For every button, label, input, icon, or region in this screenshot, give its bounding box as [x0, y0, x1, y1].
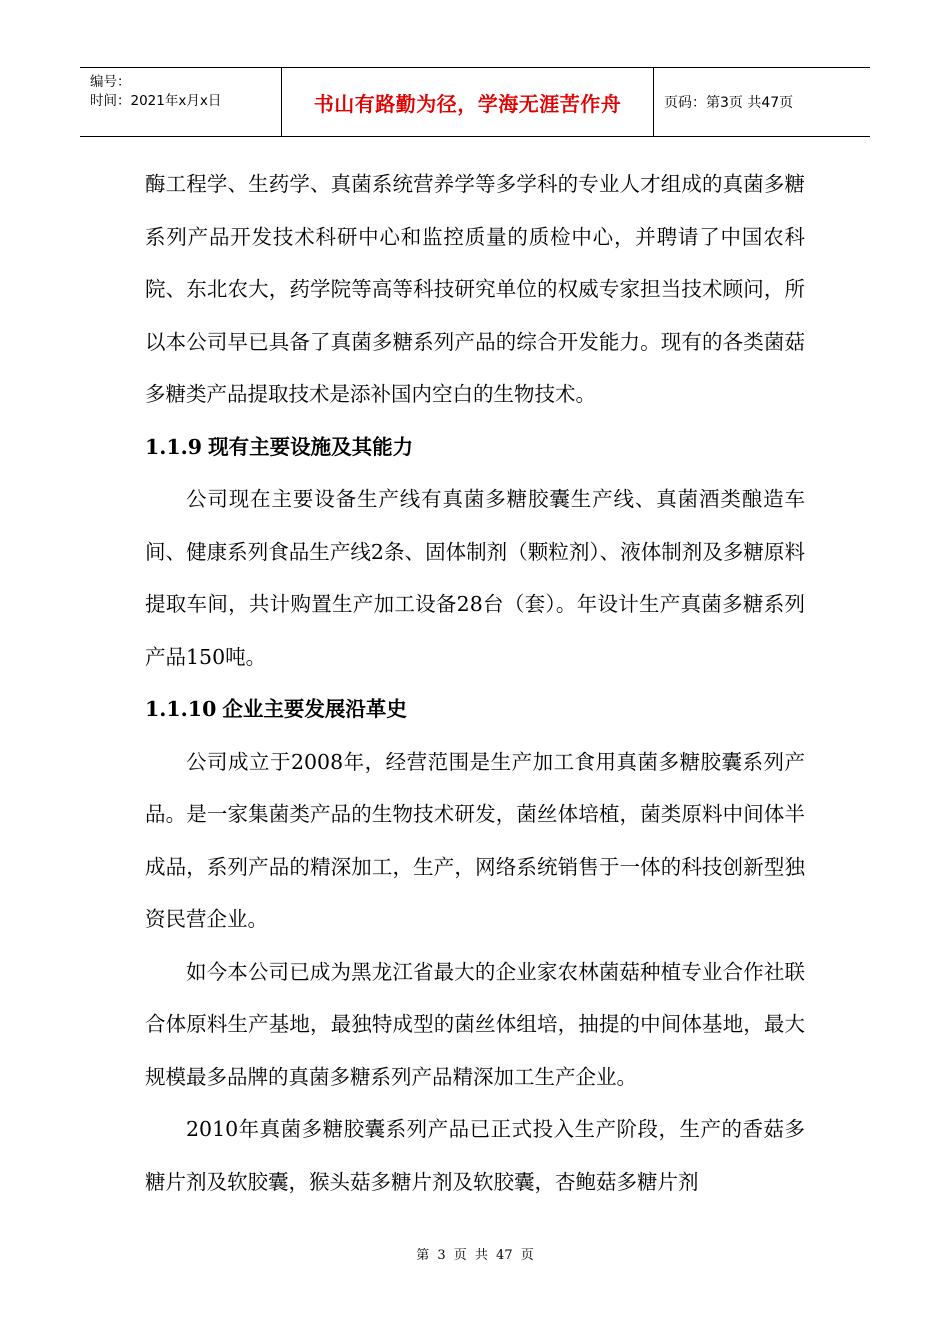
document-body	[145, 158, 805, 1208]
paragraph-1: 酶工程学、生药学、真菌系统营养学等多学科的专业人才组成的真菌多糖系列产品开发技术科研中心和监控质量的质检中心，并聘请了中国农科院、东北农大，药学院等高等科技研究单位的权威专家担当技术顾问，所以本公司早已具备了真菌多糖系列产品的综合开发能力。现有的各类菌菇多糖类产品提取技术是添补国内空白的生物技术。	[145, 172, 805, 406]
paragraph-4: 如今本公司已成为黑龙江省最大的企业家农林菌菇种植专业合作社联合体原料生产基地，最独特成型的菌丝体组培，抽提的中间体基地，最大规模最多品牌的真菌多糖系列产品精深加工生产企业。	[145, 959, 805, 1089]
document-header	[80, 67, 870, 137]
page-footer: 第 3 页 共 47 页	[416, 1248, 534, 1263]
header-page-info: 页码：第3页 共47页	[664, 95, 794, 111]
section-number: 1.1.9	[145, 434, 203, 459]
section-number: 1.1.10	[145, 697, 217, 721]
section-heading-1-1-9	[145, 421, 805, 474]
time-label: 时间：2021年x月x日	[90, 93, 222, 109]
header-motto: 书山有路勤为径，学海无涯苦作舟	[282, 68, 654, 136]
section-title: 现有主要设施及其能力	[208, 434, 414, 459]
section-heading-1-1-10	[145, 683, 805, 736]
paragraph-2: 公司现在主要设备生产线有真菌多糖胶囊生产线、真菌酒类酿造车间、健康系列食品生产线2条、固体制剂（颗粒剂）、液体制剂及多糖原料提取车间，共计购置生产加工设备28台（套）。年设计生产真菌多糖系列产品150吨。	[145, 487, 805, 669]
code-label: 编号：	[90, 74, 131, 90]
header-meta-cell	[80, 68, 282, 136]
paragraph-5: 2010年真菌多糖胶囊系列产品已正式投入生产阶段，生产的香菇多糖片剂及软胶囊，猴头菇多糖片剂及软胶囊，杏鲍菇多糖片剂	[145, 1117, 805, 1194]
section-title: 企业主要发展沿革史	[222, 697, 407, 721]
paragraph-3: 公司成立于2008年，经营范围是生产加工食用真菌多糖胶囊系列产品。是一家集菌类产品的生物技术研发，菌丝体培植，菌类原料中间体半成品，系列产品的精深加工，生产，网络系统销售于一体的科技创新型独资民营企业。	[145, 749, 805, 931]
